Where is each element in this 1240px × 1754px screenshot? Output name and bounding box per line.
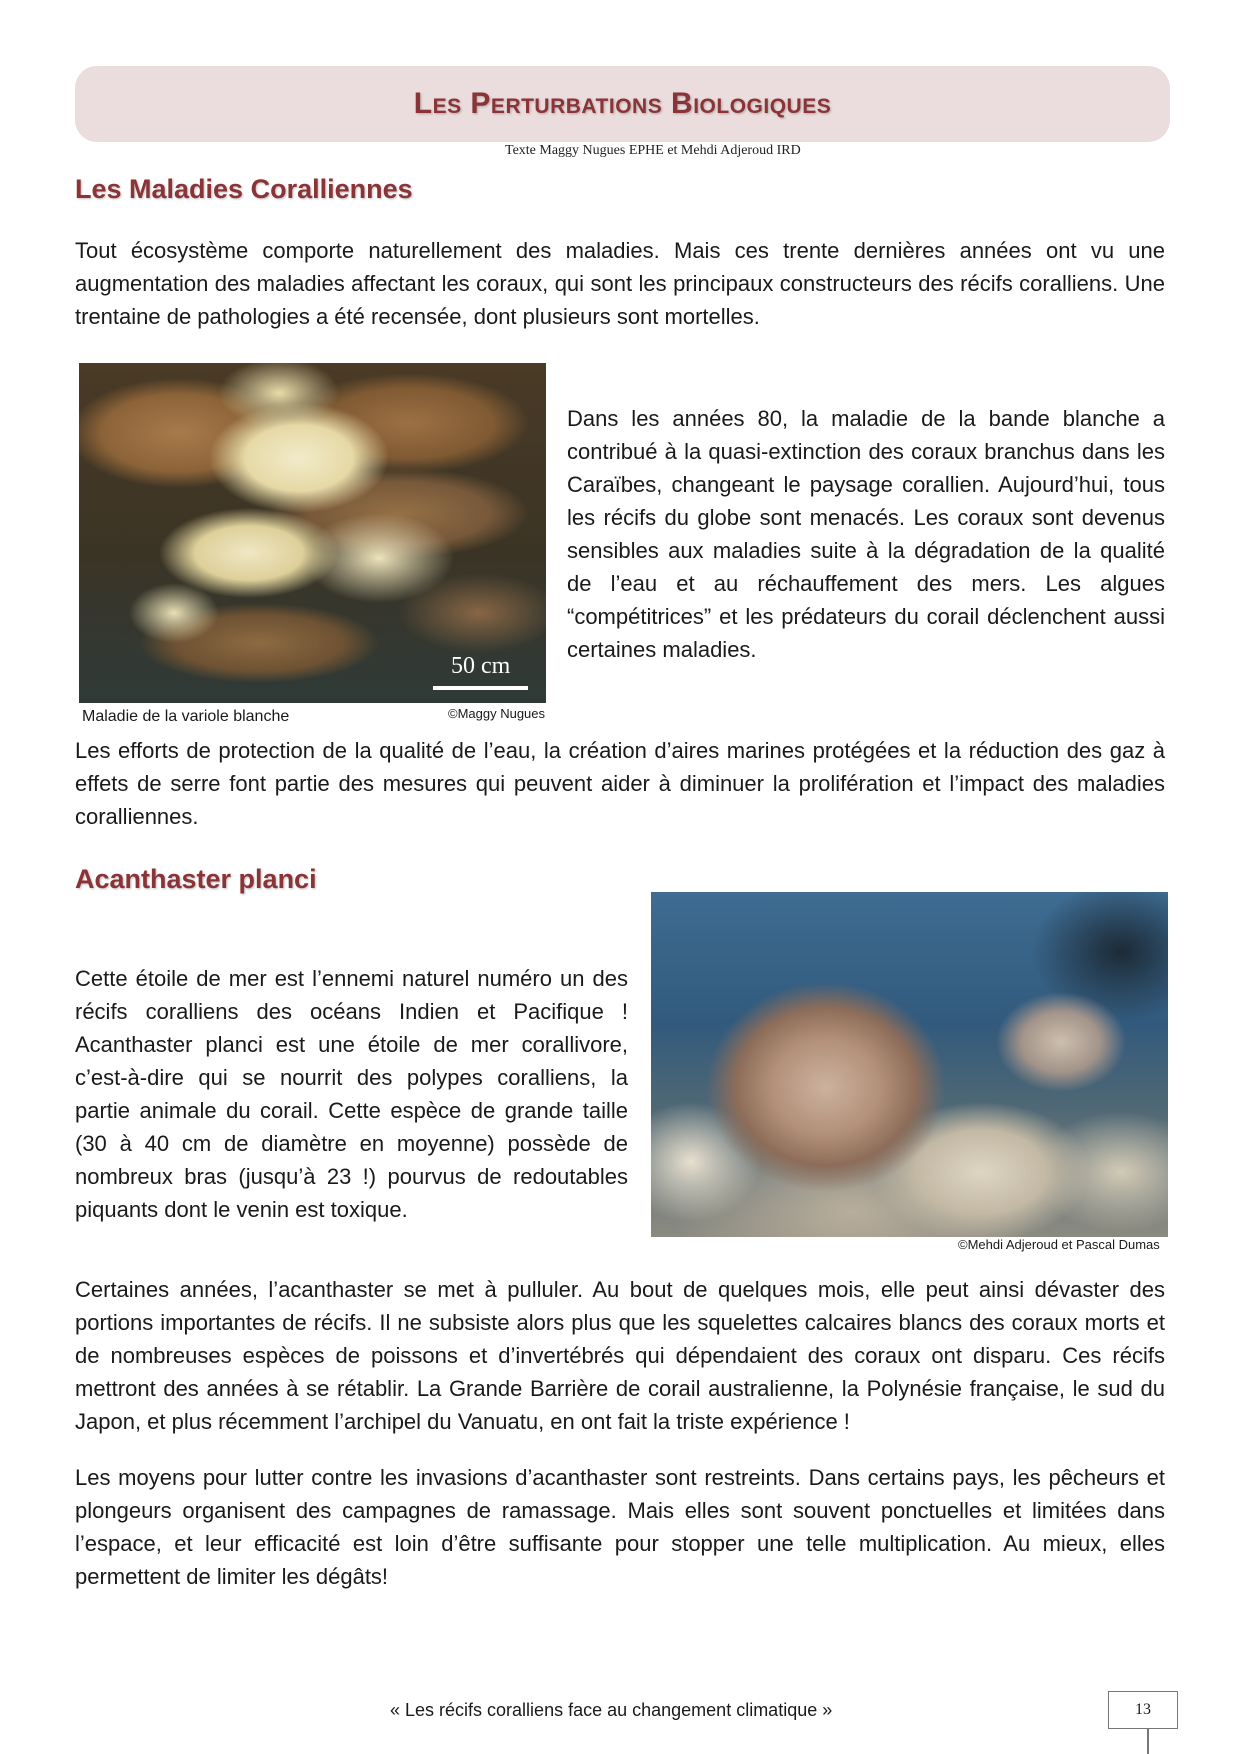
outbreak-paragraph: Certaines années, l’acanthaster se met à pulluler. Au bout de quelques mois, elle peut ainsi dévaster des portions importantes de récifs. Il ne subsiste alors plus que les squelettes calcaires blancs des coraux morts et de nombreuses espèces de poissons et d’invertébrés qui dépendaient des coraux ont disparu. Ces récifs mettront des années à se rétablir. La Grande Barrière de corail australienne, la Polynésie française, le sud du Japon, et plus récemment l’archipel du Vanuatu, en ont fait la triste expérience ! <box>75 1277 1165 1434</box>
scale-label: 50 cm <box>451 653 511 679</box>
photo-credit: ©Mehdi Adjeroud et Pascal Dumas <box>958 1237 1160 1252</box>
page-number: 13 <box>1108 1691 1178 1729</box>
page-number-line <box>1147 1729 1149 1754</box>
photo-caption: Maladie de la variole blanche <box>82 708 290 725</box>
scale-bar <box>433 686 528 690</box>
photo-credit: ©Maggy Nugues <box>448 706 546 721</box>
control-paragraph: Les moyens pour lutter contre les invasions d’acanthaster sont restreints. Dans certains pays, les pêcheurs et plongeurs organisent des campagnes de ramassage. Mais elles sont souvent ponctuelles et limitées dans l’espace, et leur efficacité est loin d’être suffisante pour stopper une telle multiplication. Au mieux, elles permettent de limiter les dégâts! <box>75 1465 1165 1589</box>
title-banner <box>75 66 1170 142</box>
acanthaster-paragraph: Cette étoile de mer est l’ennemi naturel numéro un des récifs coralliens des océans Indien et Pacifique ! Acanthaster planci est une étoile de mer corallivore, c’est-à-dire qui se nourrit des polypes coralliens, la partie animale du corail. Cette espèce de grande taille (30 à 40 cm de diamètre en moyenne) possède de nombreux bras (jusqu’à 23 !) pourvus de redoutables piquants dont le venin est toxique. <box>75 966 628 1222</box>
intro-paragraph: Tout écosystème comporte naturellement des maladies. Mais ces trente dernières années ont vu une augmentation des maladies affectant les coraux, qui sont les principaux constructeurs des récifs coralliens. Une trentaine de pathologies a été recensée, dont plusieurs sont mortelles. <box>75 238 1165 329</box>
author-credit: Texte Maggy Nugues EPHE et Mehdi Adjeroud IRD <box>505 143 801 158</box>
crown-of-thorns-starfish-photo <box>651 892 1168 1237</box>
section-heading-acanthaster: Acanthaster planci <box>75 864 317 894</box>
section-heading-maladies: Les Maladies Coralliennes <box>75 174 413 204</box>
disease-side-paragraph: Dans les années 80, la maladie de la bande blanche a contribué à la quasi-extinction des coraux branchus dans les Caraïbes, changeant le paysage corallien. Aujourd’hui, tous les récifs du globe sont menacés. Les coraux sont devenus sensibles aux maladies suite à la dégradation de la qualité de l’eau et au réchauffement des mers. Les algues “compétitrices” et les prédateurs du corail déclenchent aussi certaines maladies. <box>567 406 1165 662</box>
protection-paragraph: Les efforts de protection de la qualité de l’eau, la création d’aires marines protégées et la réduction des gaz à effets de serre font partie des mesures qui peuvent aider à diminuer la prolifération et l’impact des maladies coralliennes. <box>75 738 1165 829</box>
coral-disease-photo <box>79 363 546 703</box>
footer-title: « Les récifs coralliens face au changement climatique » <box>390 1700 833 1720</box>
page-title: Les Perturbations Biologiques <box>413 87 832 120</box>
